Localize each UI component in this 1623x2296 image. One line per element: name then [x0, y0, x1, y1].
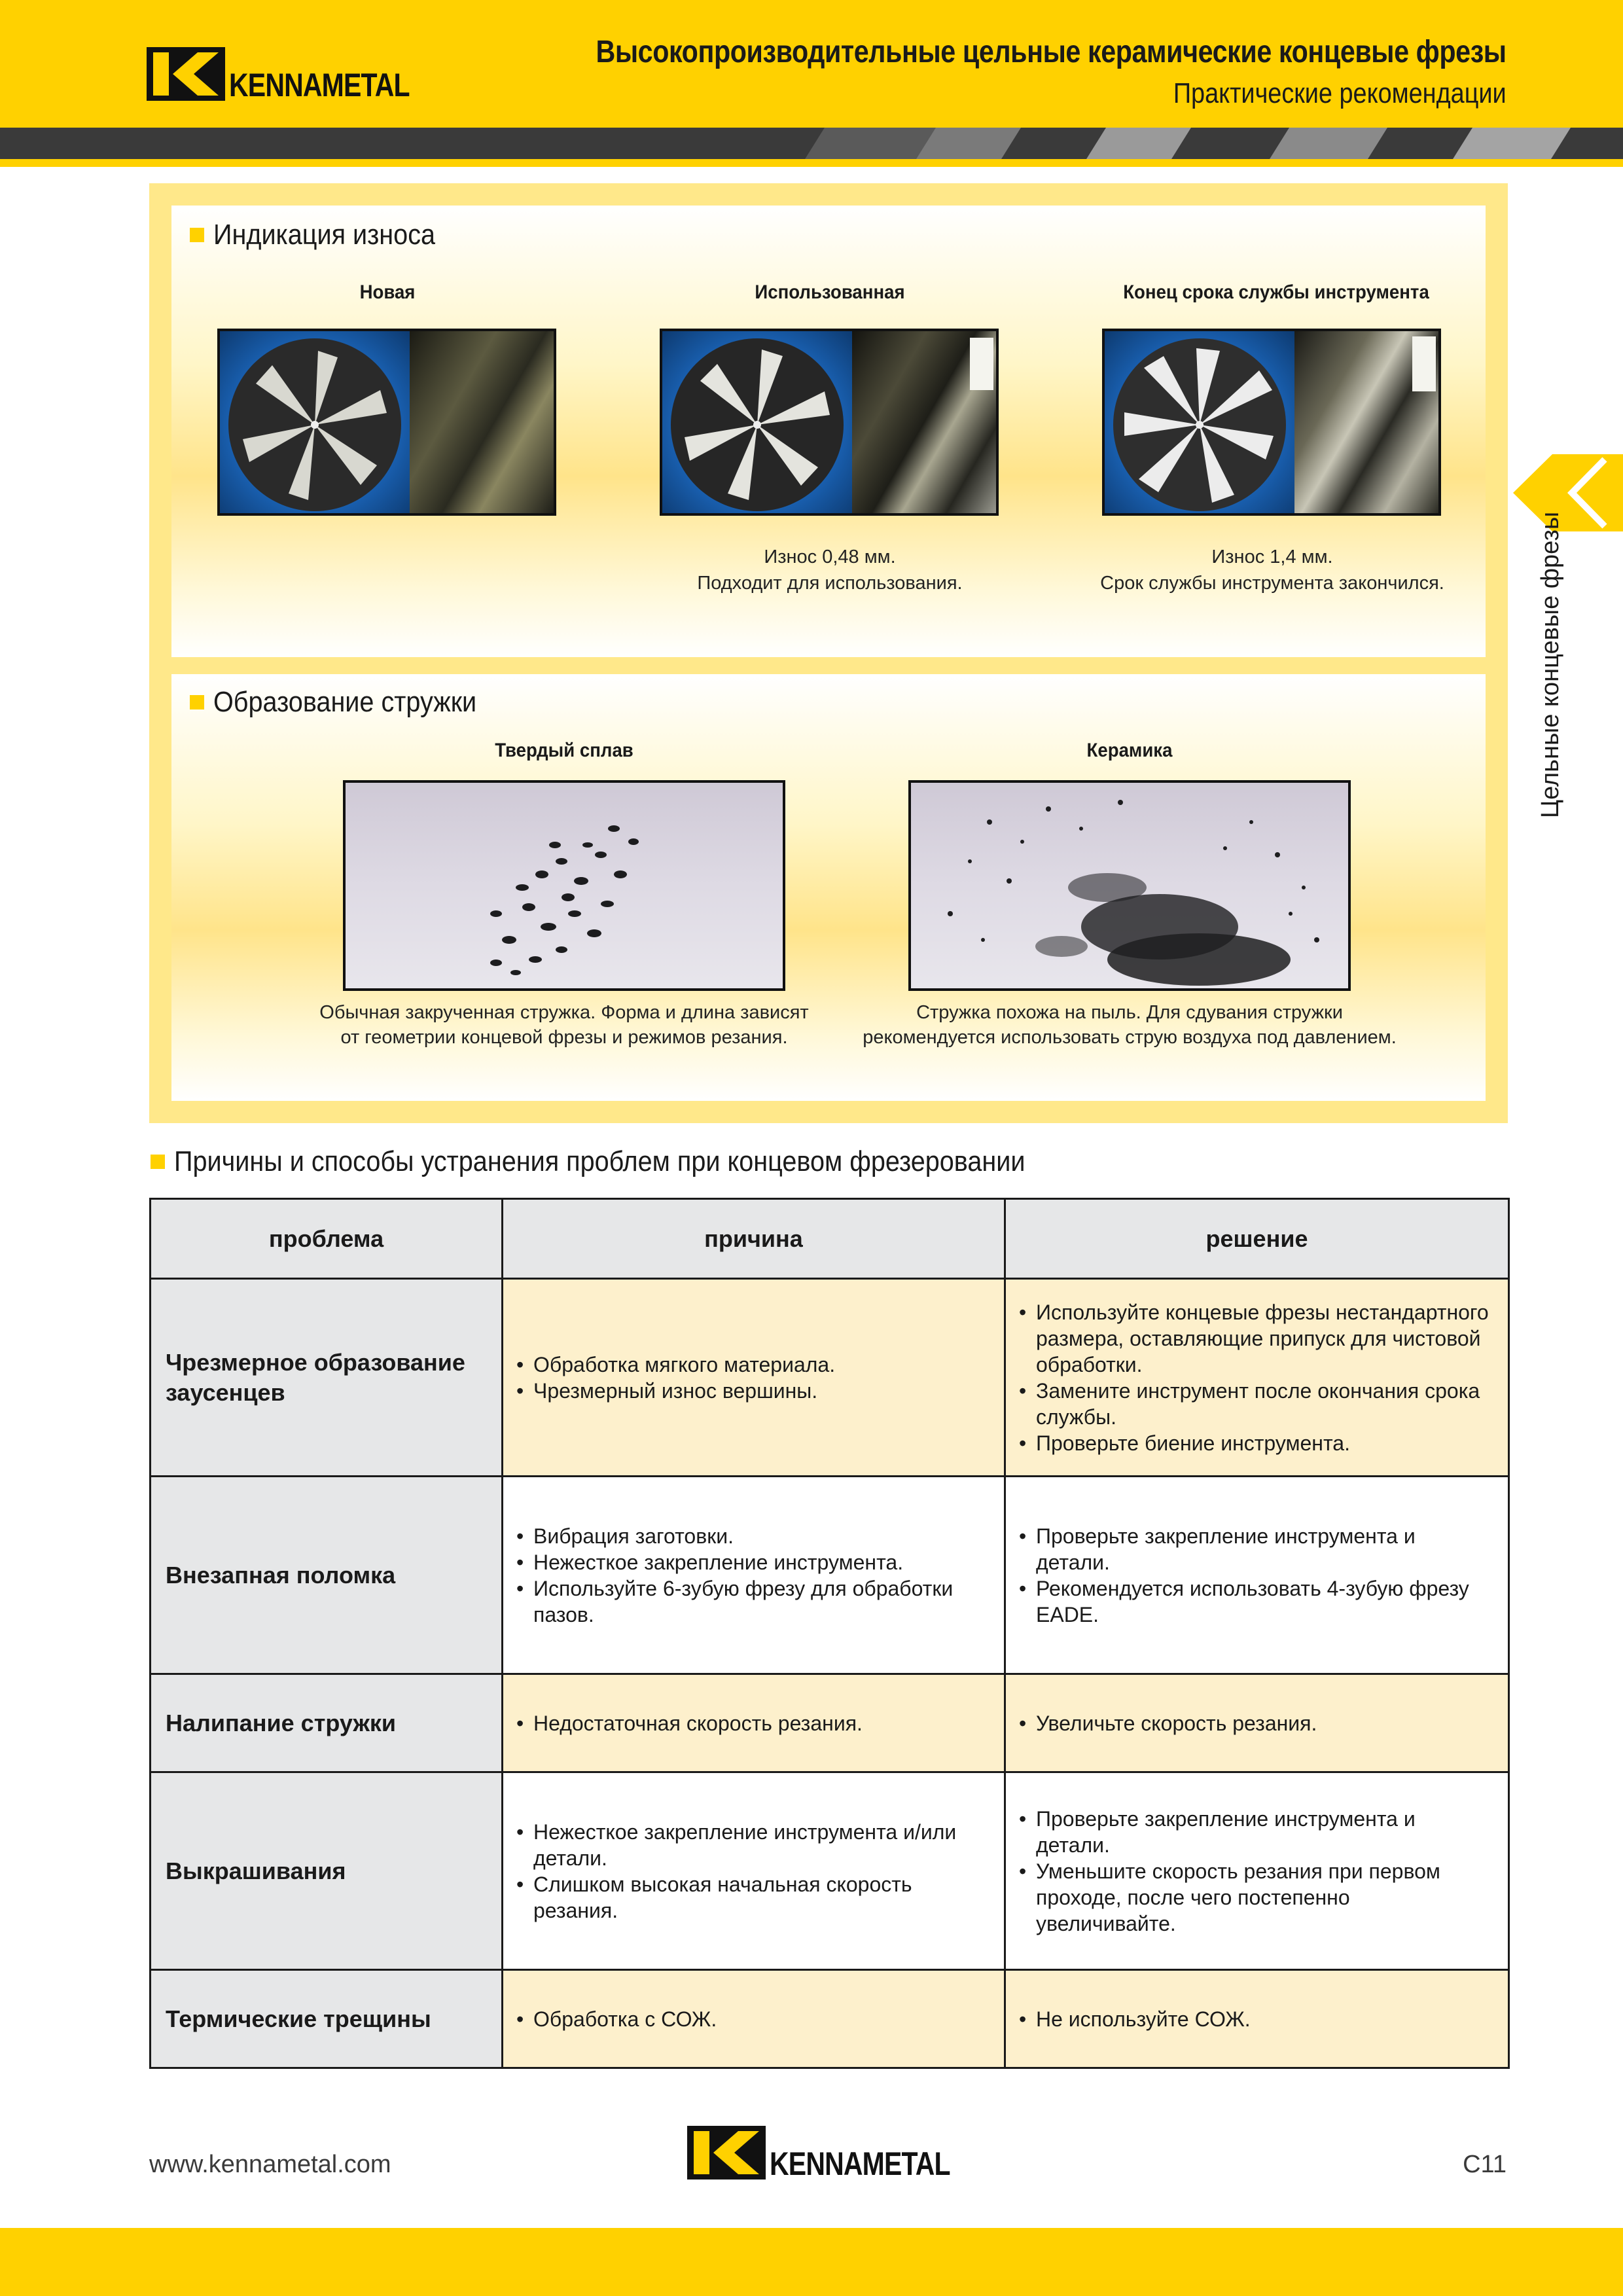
solution-item: • Проверьте биение инструмента.	[1019, 1430, 1495, 1456]
header-problem: проблема	[151, 1199, 503, 1279]
wear-label-end-of-life: Конец срока службы инструмента	[1123, 281, 1429, 303]
chips-photo-carbide	[343, 780, 785, 991]
cause-item: • Обработка с СОЖ.	[516, 2006, 991, 2032]
kennametal-k-icon	[687, 2126, 766, 2179]
solution-cell	[1005, 1674, 1509, 1772]
header-stripe-band	[0, 128, 1623, 159]
chips-caption-carbide-1: Обычная закрученная стружка. Форма и длина зависят	[319, 1002, 809, 1023]
kennametal-k-icon	[147, 47, 225, 101]
problem-cell: Внезапная поломка	[151, 1477, 503, 1674]
cause-item: • Вибрация заготовки.	[516, 1523, 991, 1549]
wear-heading: Индикация износа	[190, 219, 460, 251]
cause-item: • Нежесткое закрепление инструмента и/или детали.	[516, 1819, 991, 1871]
header-cause: причина	[503, 1199, 1005, 1279]
kennametal-wordmark: KENNAMETAL	[770, 2145, 950, 2182]
solution-item: • Используйте концевые фрезы нестандартного размера, оставляющие припуск для чистовой обработки.	[1019, 1299, 1495, 1378]
solution-item: • Проверьте закрепление инструмента и детали.	[1019, 1523, 1495, 1575]
cause-item: • Нежесткое закрепление инструмента.	[516, 1549, 991, 1575]
chips-caption-ceramic-1: Стружка похожа на пыль. Для сдувания стружки	[916, 1002, 1343, 1023]
bullet-square-icon	[151, 1155, 165, 1169]
wear-label-new: Новая	[359, 281, 416, 303]
chips-caption-ceramic-2: рекомендуется использовать струю воздуха под давлением.	[863, 1027, 1397, 1048]
chips-caption-carbide-2: от геометрии концевой фрезы и режимов резания.	[340, 1027, 788, 1048]
wear-caption-used-2: Подходит для использования.	[697, 573, 963, 594]
document-subtitle: Практические рекомендации	[1173, 77, 1507, 109]
solution-item: • Рекомендуется использовать 4-зубую фрезу EADE.	[1019, 1575, 1495, 1628]
cause-item: • Слишком высокая начальная скорость резания.	[516, 1871, 991, 1924]
cause-item: • Чрезмерный износ вершины.	[516, 1378, 991, 1404]
solution-cell	[1005, 1772, 1509, 1970]
table-row	[151, 1477, 1509, 1674]
problem-cell: Налипание стружки	[151, 1674, 503, 1772]
table-row	[151, 1970, 1509, 2068]
tool-photo-end-of-life	[1102, 329, 1441, 516]
chips-photo-ceramic	[908, 780, 1351, 991]
problem-cell: Чрезмерное образование заусенцев	[151, 1279, 503, 1477]
solution-cell	[1005, 1279, 1509, 1477]
wear-caption-used-1: Износ 0,48 мм.	[764, 547, 896, 567]
problem-cell: Термические трещины	[151, 1970, 503, 2068]
document-title: Высокопроизводительные цельные керамические концевые фрезы	[596, 35, 1507, 69]
cause-cell	[503, 1772, 1005, 1970]
kennametal-logo	[687, 2126, 990, 2182]
side-section-label: Цельные концевые фрезы	[1537, 511, 1564, 818]
cause-cell	[503, 1477, 1005, 1674]
kennametal-wordmark: KENNAMETAL	[229, 67, 410, 103]
problem-cell: Выкрашивания	[151, 1772, 503, 1970]
solution-cell	[1005, 1970, 1509, 2068]
cause-item: • Используйте 6-зубую фрезу для обработки пазов.	[516, 1575, 991, 1628]
wear-caption-end-2: Срок службы инструмента закончился.	[1100, 573, 1444, 594]
footer-yellow-bar	[0, 2228, 1623, 2296]
tool-photo-new	[217, 329, 556, 516]
solution-item: • Замените инструмент после окончания срока службы.	[1019, 1378, 1495, 1430]
troubleshooting-heading: Причины и способы устранения проблем при концевом фрезеровании	[151, 1145, 1120, 1178]
bullet-square-icon	[190, 695, 204, 709]
solution-item: • Проверьте закрепление инструмента и детали.	[1019, 1806, 1495, 1858]
table-row	[151, 1279, 1509, 1477]
cause-item: • Недостаточная скорость резания.	[516, 1710, 991, 1736]
chips-label-carbide: Твердый сплав	[495, 740, 633, 761]
tool-photo-used	[660, 329, 999, 516]
wear-label-used: Использованная	[755, 281, 905, 303]
header-yellow-line	[0, 159, 1623, 167]
solution-item: • Не используйте СОЖ.	[1019, 2006, 1495, 2032]
cause-cell	[503, 1970, 1005, 2068]
table-header-row	[151, 1199, 1509, 1279]
page-header	[0, 0, 1623, 128]
cause-cell	[503, 1279, 1005, 1477]
website-link[interactable]: www.kennametal.com	[149, 2151, 391, 2178]
table-row	[151, 1772, 1509, 1970]
page-number: C11	[1463, 2151, 1507, 2178]
cause-cell	[503, 1674, 1005, 1772]
solution-item: • Увеличьте скорость резания.	[1019, 1710, 1495, 1736]
kennametal-logo	[147, 47, 449, 101]
chips-label-ceramic: Керамика	[1086, 740, 1173, 761]
side-chevron-tab	[1513, 454, 1623, 531]
troubleshooting-table	[149, 1198, 1510, 2069]
solution-item: • Уменьшите скорость резания при первом проходе, после чего постепенно увеличивайте.	[1019, 1858, 1495, 1937]
wear-caption-end-1: Износ 1,4 мм.	[1211, 547, 1333, 567]
bullet-square-icon	[190, 228, 204, 242]
chips-heading: Образование стружки	[190, 686, 506, 719]
cause-item: • Обработка мягкого материала.	[516, 1352, 991, 1378]
table-row	[151, 1674, 1509, 1772]
header-solution: решение	[1005, 1199, 1509, 1279]
solution-cell	[1005, 1477, 1509, 1674]
